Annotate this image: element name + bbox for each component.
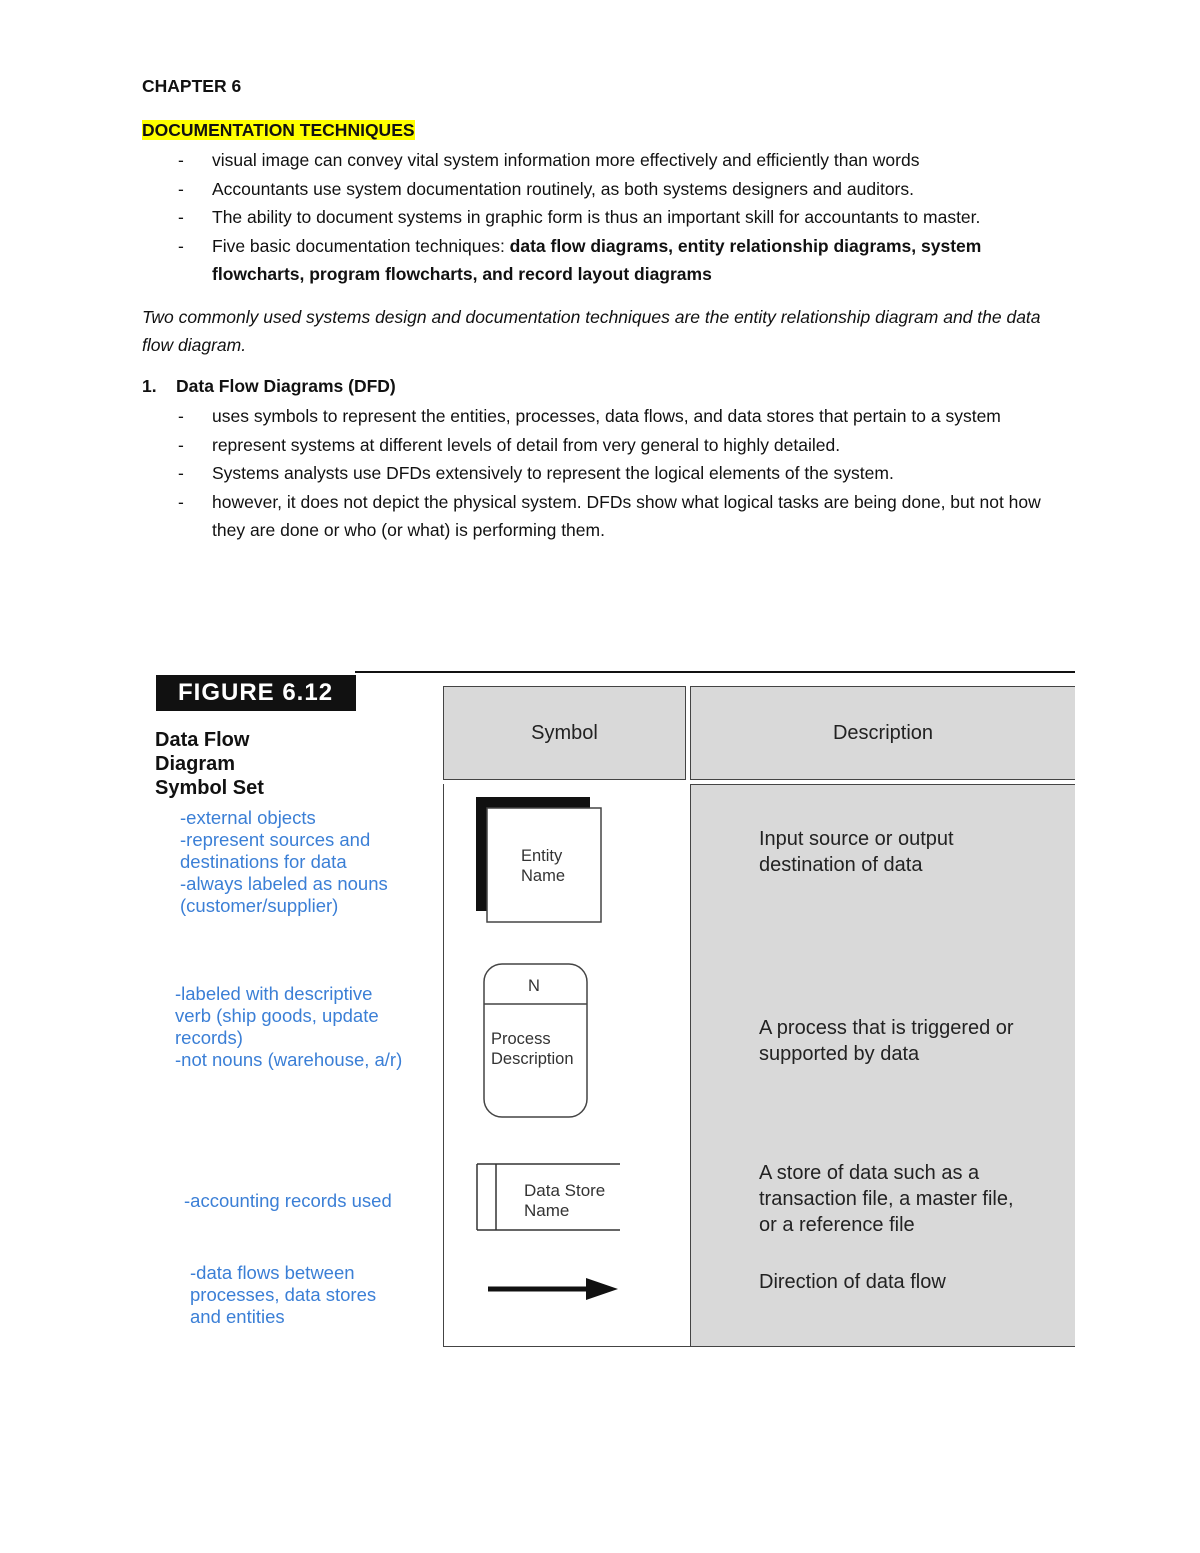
data-store-description [759,1160,1014,1238]
description-line: A store of data such as a [759,1162,980,1184]
document-body [142,72,1062,545]
figure-title-line: Symbol Set [155,777,264,799]
dfd-number: 1. [142,375,157,396]
data-flow-arrow-icon [488,1278,618,1300]
description-line: Input source or output [759,828,954,850]
figure-title-line: Data Flow [155,729,250,751]
data-store-label-line: Data Store [524,1181,606,1200]
dfd-bullet: - represent systems at different levels of detail from very general to highly detailed. [142,431,1062,460]
note-line: -represent sources and [180,829,371,850]
intro-bullet-list [142,146,1062,289]
note-line: verb (ship goods, update [175,1005,379,1026]
section-title [142,116,1062,144]
process-label-line: Description [491,1050,574,1068]
note-line: processes, data stores [190,1284,377,1305]
note-line: -labeled with descriptive [175,983,373,1004]
data-store-label [524,1181,605,1221]
chapter-heading: CHAPTER 6 [142,76,242,96]
figure-title-line: Diagram [155,753,236,775]
data-store-label-line: Name [524,1201,570,1220]
process-note [175,983,402,1071]
flow-note [190,1262,376,1328]
figure-top-rule [355,671,1075,673]
process-label-line: Process [491,1030,551,1048]
intro-bullet: - Accountants use system documentation routinely, as both systems designers and auditors. [142,175,1062,204]
intro-italic: Two commonly used systems design and documentation techniques are the entity relationship diagram and the data flow diagram. [142,306,1041,355]
description-line: destination of data [759,854,923,876]
intro-bullet: - visual image can convey vital system information more effectively and efficiently than words [142,146,1062,175]
process-label [491,1029,574,1069]
entity-note [180,807,388,917]
note-line: -accounting records used [184,1190,392,1211]
process-number: N [528,977,540,995]
section-title-highlight: DOCUMENTATION TECHNIQUES [142,120,415,140]
techniques-prefix: Five basic documentation techniques: [212,235,510,256]
note-line: -external objects [180,807,316,828]
description-column [690,784,1075,1347]
entity-label-line: Entity [521,847,563,865]
note-line: -not nouns (warehouse, a/r) [175,1049,403,1070]
description-line: Direction of data flow [759,1271,946,1293]
dfd-bullet: - Systems analysts use DFDs extensively to represent the logical elements of the system. [142,459,1062,488]
description-line: transaction file, a master file, [759,1188,1014,1210]
entity-label [521,846,565,886]
figure-title [155,728,264,800]
description-column-header: Description [690,686,1075,780]
figure-badge: FIGURE 6.12 [156,675,356,711]
dfd-bullet-list [142,402,1062,545]
store-note [184,1190,392,1212]
symbol-column-header: Symbol [443,686,686,780]
note-line: (customer/supplier) [180,895,339,916]
entity-label-line: Name [521,867,566,885]
note-line: and entities [190,1306,285,1327]
entity-description [759,826,954,878]
symbol-table [443,686,1075,1348]
intro-bullet: - The ability to document systems in graphic form is thus an important skill for accountants to master. [142,203,1062,232]
data-flow-description [759,1269,946,1295]
description-line: A process that is triggered or [759,1017,1014,1039]
dfd-bullet: - however, it does not depict the physical system. DFDs show what logical tasks are being done, but not how they are done or who (or what) is performing them. [142,488,1062,545]
dfd-bullet: - uses symbols to represent the entities, processes, data flows, and data stores that pertain to a system [142,402,1062,431]
intro-bullet-techniques [142,232,1062,289]
dfd-heading [142,372,1062,401]
symbol-column [443,784,690,1347]
note-line: -always labeled as nouns [180,873,388,894]
figure-6-12 [150,668,1075,1350]
description-line: or a reference file [759,1214,915,1236]
process-description [759,1015,1014,1067]
note-line: -data flows between [190,1262,355,1283]
note-line: destinations for data [180,851,347,872]
dfd-heading-text: Data Flow Diagrams (DFD) [176,375,396,396]
description-line: supported by data [759,1043,920,1065]
note-line: records) [175,1027,243,1048]
techniques-list: data flow diagrams, entity relationship diagrams, system flowcharts, program flowcharts, and record layout diagrams [212,235,982,284]
